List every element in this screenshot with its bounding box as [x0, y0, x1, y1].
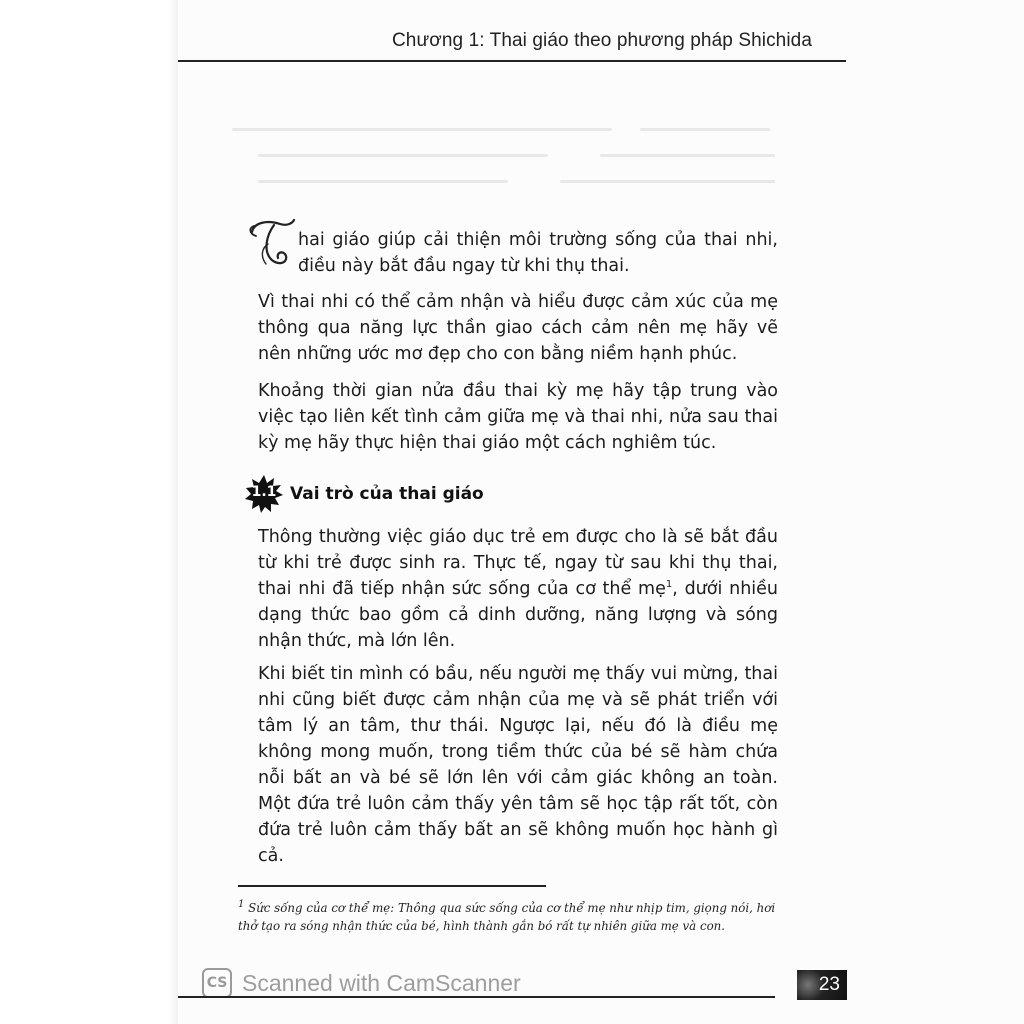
paragraph-text: , dưới nhiều dạng thức bao gồm cả dinh dưỡng, năng lượng và sóng nhận thức, mà lớn lên.: [258, 579, 779, 651]
header-divider: [178, 60, 846, 62]
section-title: Vai trò của thai giáo: [290, 484, 484, 504]
body-paragraph: Khi biết tin mình có bầu, nếu người mẹ thấy vui mừng, thai nhi cũng biết được cảm nhận của mẹ và sẽ phát triển với tâm lý an tâm, thư thái. Ngược lại, nếu đó là điều mẹ không mong muốn, trong tiềm thức của bé sẽ hàm chứa nỗi bất an và bé sẽ lớn lên với cảm giác không an toàn. Một đứa trẻ luôn cảm thấy yên tâm sẽ học tập rất tốt, còn đứa trẻ luôn cảm thấy bất an sẽ không muốn học hành gì cả.: [258, 664, 778, 866]
footnote-divider: [238, 885, 546, 887]
paragraph-text: Thông thường việc giáo dục trẻ em được cho là sẽ bắt đầu từ khi trẻ được sinh ra. Thực tế, ngay từ sau khi thụ thai, thai nhi đã tiếp nhận sức sống của cơ thể mẹ: [258, 527, 778, 599]
footnote-text: Sức sống của cơ thể mẹ: Thông qua sức sống của cơ thể mẹ như nhịp tim, giọng nói, hơi thở tạo ra sóng nhận thức của bé, hình thành gắn bó rất tự nhiên giữa mẹ và con.: [238, 901, 776, 933]
body-paragraph: [258, 524, 778, 654]
bleed-through-line: [640, 128, 770, 131]
footer-divider: [178, 996, 775, 998]
body-paragraph: Khoảng thời gian nửa đầu thai kỳ mẹ hãy tập trung vào việc tạo liên kết tình cảm giữa mẹ và thai nhi, nửa sau thai kỳ mẹ hãy thực hiện thai giáo một cách nghiêm túc.: [258, 381, 778, 453]
section-number: 1.1: [251, 484, 277, 500]
section-number-badge: [244, 474, 284, 514]
footnote: [238, 899, 783, 935]
camscanner-watermark: [202, 968, 521, 998]
dropcap-letter: [246, 214, 298, 274]
footnote-reference: 1: [665, 579, 673, 591]
camscanner-logo-icon: CS: [202, 968, 232, 998]
bleed-through-line: [600, 154, 775, 157]
bleed-through-line: [258, 154, 548, 157]
bleed-through-line: [232, 128, 612, 131]
intro-paragraph: hai giáo giúp cải thiện môi trường sống của thai nhi, điều này bắt đầu ngay từ khi thụ thai.: [298, 230, 778, 276]
section-heading: [244, 474, 484, 514]
bleed-through-line: [560, 180, 775, 183]
page-number: 23: [797, 970, 847, 1000]
watermark-text: Scanned with CamScanner: [242, 969, 521, 996]
bleed-through-line: [258, 180, 508, 183]
running-header: Chương 1: Thai giáo theo phương pháp Shichida: [391, 30, 812, 51]
body-paragraph: Vì thai nhi có thể cảm nhận và hiểu được cảm xúc của mẹ thông qua năng lực thần giao cách cảm nên mẹ hãy vẽ nên những ước mơ đẹp cho con bằng niềm hạnh phúc.: [258, 292, 778, 364]
footnote-marker: 1: [238, 899, 245, 911]
